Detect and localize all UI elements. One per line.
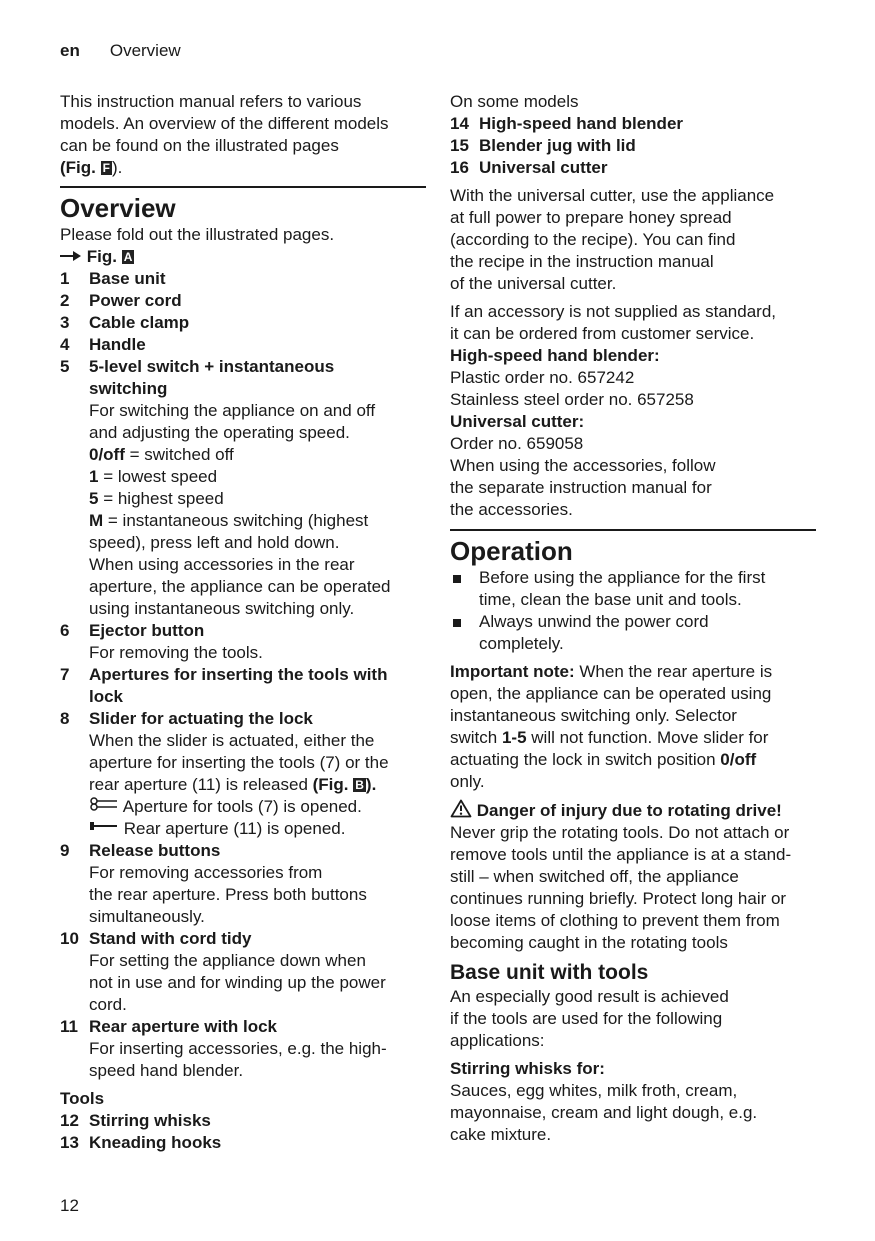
page-number: 12	[60, 1196, 79, 1215]
arrow-right-icon	[60, 250, 82, 262]
overview-heading: Overview	[60, 193, 176, 223]
accessory-paragraph: If an accessory is not supplied as standard, it can be ordered from customer service.	[450, 302, 777, 343]
figure-a-reference: Fig. A	[60, 246, 426, 268]
bullet-item: Before using the appliance for the first time, clean the base unit and tools.	[450, 567, 816, 611]
tools-aperture-icon	[89, 797, 119, 811]
order-number: Stainless steel order no. 657258	[450, 390, 694, 409]
warning-triangle-icon	[450, 799, 472, 818]
some-models-label: On some models	[450, 92, 579, 111]
danger-warning: Danger of injury due to rotating drive! Never grip the rotating tools. Do not attach or remove tools until the appliance is at a stand- still – when switched off, the appliance continues running briefly. Protect long hair or loose items of clothing to prevent them from becoming caught in the rotating tools	[450, 801, 792, 952]
right-column	[450, 91, 816, 1146]
figure-reference-f: F	[102, 161, 110, 175]
list-item: 2 Power cord	[60, 291, 182, 310]
follow-paragraph: When using the accessories, follow the separate instruction manual for the accessories.	[450, 456, 716, 519]
list-item: 15 Blender jug with lid	[450, 136, 636, 155]
section-divider	[450, 529, 816, 531]
operation-heading: Operation	[450, 536, 573, 566]
rear-aperture-icon	[89, 819, 119, 833]
bullet-item: Always unwind the power cord completely.	[450, 611, 816, 655]
list-item: 4 Handle	[60, 335, 146, 354]
list-item: 12 Stirring whisks	[60, 1111, 211, 1130]
intro-paragraph: This instruction manual refers to various models. An overview of the different models can be found on the illustrated pages (Fig. F ).	[60, 92, 389, 177]
language-code: en	[60, 41, 80, 60]
list-item-ejector: 6 Ejector button For removing the tools.	[60, 621, 263, 662]
base-unit-heading: Base unit with tools	[450, 961, 649, 984]
order-number: Order no. 659058	[450, 434, 584, 453]
whisks-label: Stirring whisks for:	[450, 1059, 605, 1078]
list-item: 14 High-speed hand blender	[450, 114, 684, 133]
list-item: 16 Universal cutter	[450, 158, 608, 177]
left-column	[60, 91, 426, 1154]
whisks-paragraph: Sauces, egg whites, milk froth, cream, mayonnaise, cream and light dough, e.g. cake mixture.	[450, 1081, 758, 1144]
tools-heading: Tools	[60, 1089, 105, 1108]
base-unit-paragraph: An especially good result is achieved if the tools are used for the following applications:	[450, 987, 729, 1050]
figure-reference-a: A	[123, 250, 133, 264]
foldout-text: Please fold out the illustrated pages.	[60, 225, 335, 244]
cutter-order-label: Universal cutter:	[450, 412, 585, 431]
cutter-paragraph: With the universal cutter, use the appliance at full power to prepare honey spread (according to the recipe). You can find the recipe in the instruction manual of the universal cutter.	[450, 186, 775, 293]
section-divider	[60, 186, 426, 188]
list-item-5-level-switch: 5 5-level switch + instantaneous switching For switching the appliance on and off and adjusting the operating speed. 0/off = switched off 1 = lowest speed 5 = highest speed M = instantaneous switching (highest speed), press left and hold down. When using accessories in the rear aperture, the appliance can be operated using instantaneous switching only.	[60, 357, 391, 618]
list-item-slider: 8 Slider for actuating the lock When the slider is actuated, either the aperture for inserting the tools (7) or the rear aperture (11) is released (Fig. B ). Aperture for tools (7) is opened. Rear aperture (11) is opened.	[60, 709, 389, 838]
list-item: 3 Cable clamp	[60, 313, 190, 332]
page-header	[60, 40, 181, 62]
figure-reference-b: B	[355, 778, 364, 792]
important-note: Important note: When the rear aperture is open, the appliance can be operated using instantaneous switching only. Selector switch 1-5 will not function. Move slider for actuating the lock in switch position 0/off only.	[450, 662, 773, 791]
list-item-rear-aperture: 11 Rear aperture with lock For inserting accessories, e.g. the high- speed hand blender.	[60, 1017, 387, 1080]
list-item: 1 Base unit	[60, 269, 166, 288]
order-number: Plastic order no. 657242	[450, 368, 635, 387]
list-item-stand: 10 Stand with cord tidy For setting the appliance down when not in use and for winding up the power cord.	[60, 929, 386, 1014]
list-item-apertures: 7 Apertures for inserting the tools with lock	[60, 665, 388, 706]
header-section: Overview	[109, 41, 181, 60]
blender-order-label: High-speed hand blender:	[450, 346, 660, 365]
list-item-release-buttons: 9 Release buttons For removing accessories from the rear aperture. Press both buttons simultaneously.	[60, 841, 367, 926]
list-item: 13 Kneading hooks	[60, 1133, 222, 1152]
